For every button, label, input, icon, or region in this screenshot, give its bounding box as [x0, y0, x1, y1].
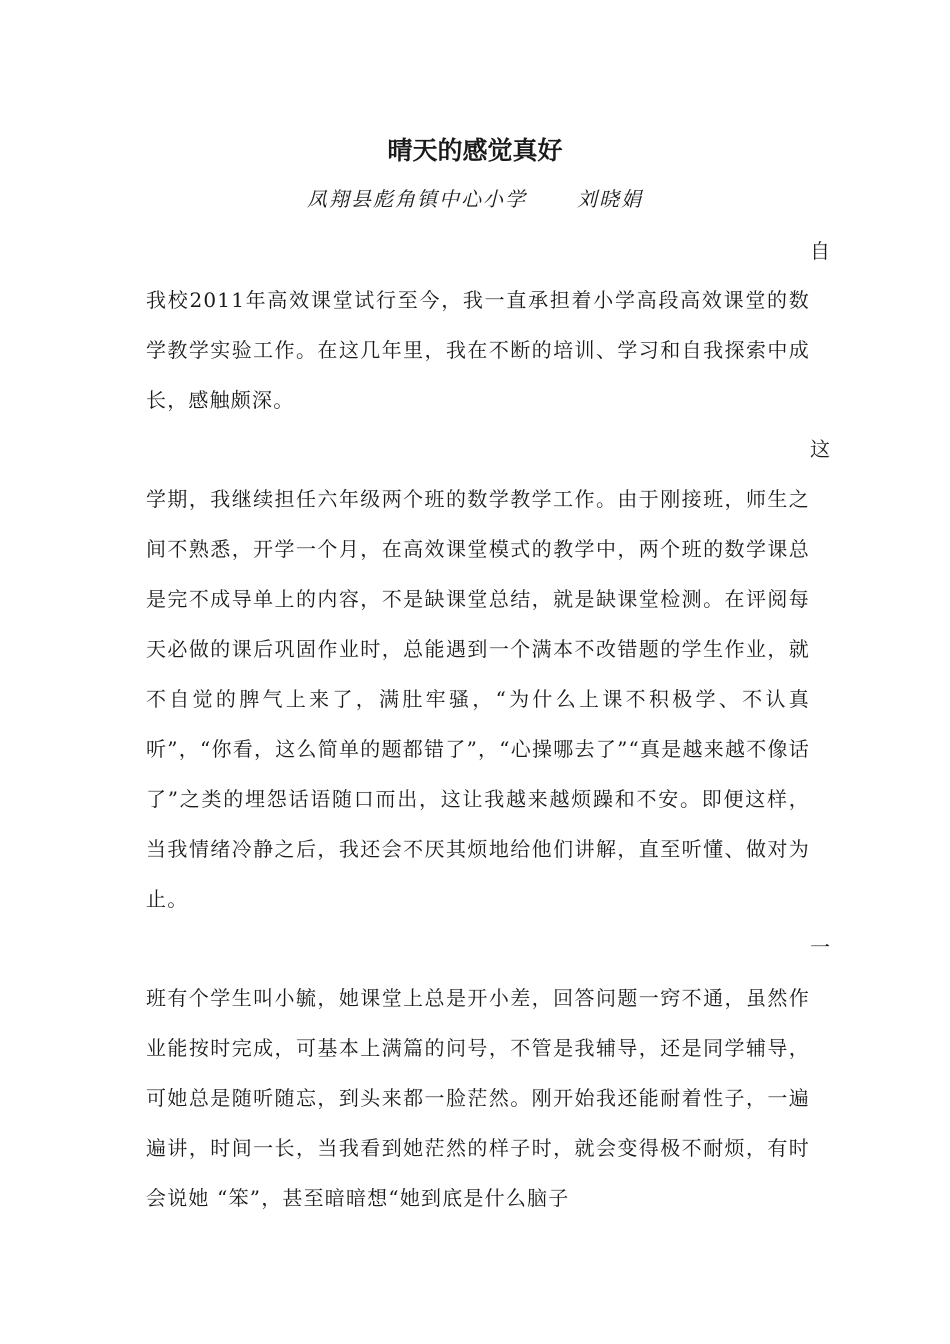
author-name: 刘晓娟 — [577, 187, 643, 211]
paragraph-1-text: 我校2011年高效课堂试行至今，我一直承担着小学高段高效课堂的数学教学实验工作。在这几年里，我在不断的培训、学习和自我探索中成长，感触颇深。 — [146, 288, 810, 412]
paragraph-3-text: 班有个学生叫小毓，她课堂上总是开小差，回答问题一窍不通，虽然作业能按时完成，可基本上满篇的问号，不管是我辅导，还是同学辅导，可她总是随听随忘，到头来都一脸茫然。刚开始我还能耐着性子，一遍遍讲，时间一长，当我看到她茫然的样子时，就会变得极不耐烦，有时会说她 “笨”，甚至暗暗想“她到底是什么脑子 — [146, 986, 810, 1210]
paragraph-2-text: 学期，我继续担任六年级两个班的数学教学工作。由于刚接班，师生之间不熟悉，开学一个月，在高效课堂模式的教学中，两个班的数学课总是完不成导单上的内容，不是缺课堂总结，就是缺课堂检测。在评阅每天必做的课后巩固作业时，总能遇到一个满本不改错题的学生作业，就不自觉的脾气上来了，满肚牢骚，“为什么上课不积极学、不认真听”，“你看，这么简单的题都错了”，“心操哪去了”“真是越来越不像话了”之类的埋怨话语随口而出，这让我越来越烦躁和不安。即便这样，当我情绪冷静之后，我还会不厌其烦地给他们讲解，直至听懂、做对为止。 — [146, 487, 810, 911]
paragraph-2-first-char: 这 — [810, 437, 830, 461]
paragraph-1-first-char: 自 — [810, 239, 830, 263]
document-title: 晴天的感觉真好 — [387, 136, 563, 165]
paragraph-3-first-char: 一 — [810, 935, 830, 959]
author-line — [0, 184, 950, 214]
author-school: 凤翔县彪角镇中心小学 — [307, 187, 527, 211]
